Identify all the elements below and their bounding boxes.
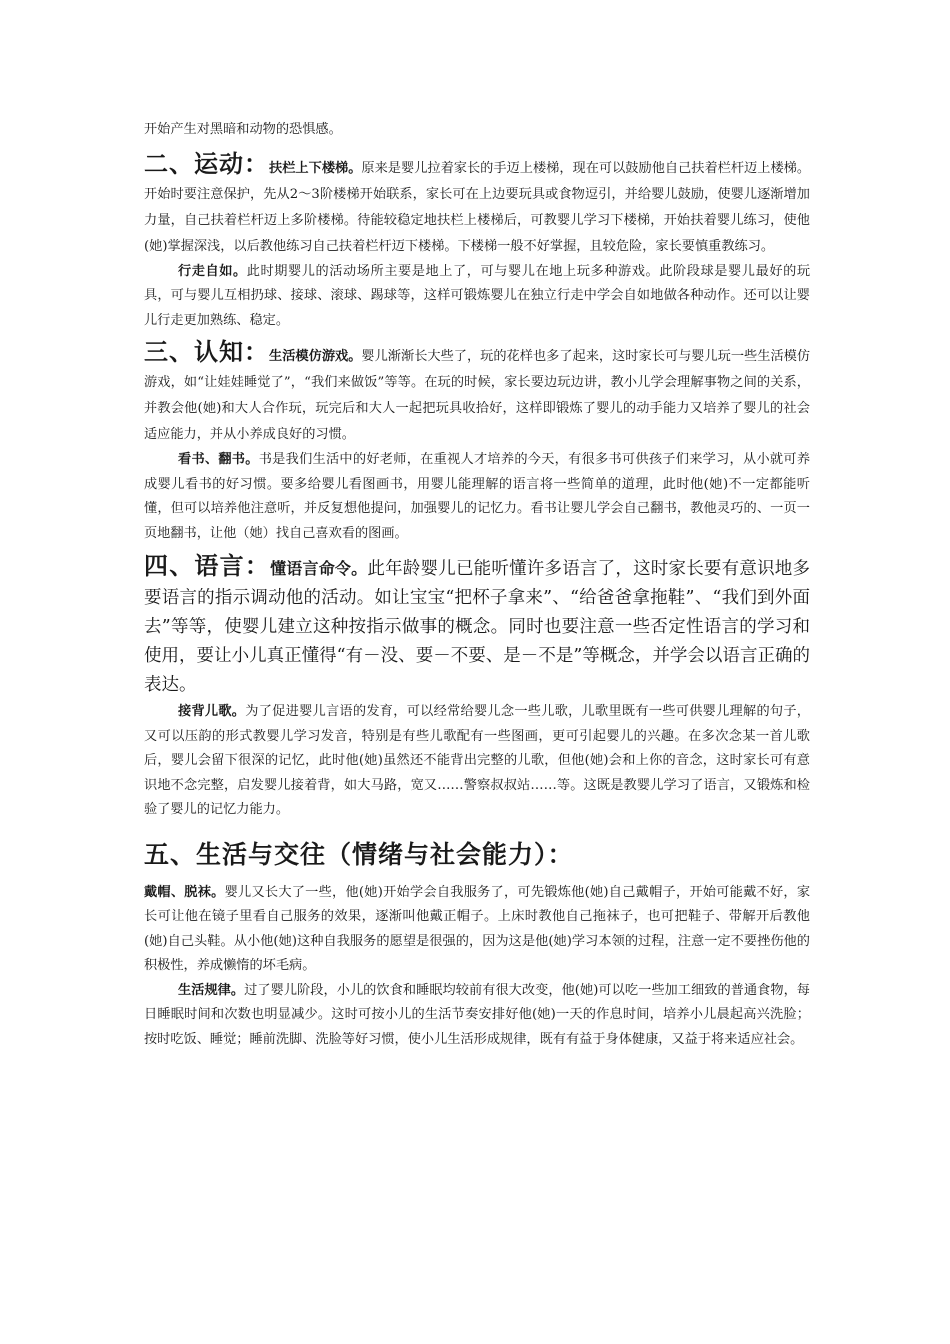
section-heading-cognition: 三、认知： bbox=[144, 338, 270, 366]
section-heading-language: 四、语言： bbox=[144, 552, 271, 580]
paragraph-language-commands: 此年龄婴儿已能听懂许多语言了，这时家长要有意识地多要语言的指示调动他的活动。如让宝宝“把杯子拿来”、“给爸爸拿拖鞋”、“我们到外面去”等等，使婴儿建立这种按指示做事的概念。同时也要注意一些否定性语言的学习和使用，要让小儿真正懂得“有－没、要－不要、是－不是”等概念，并学会以语言正确的表达。 bbox=[144, 559, 811, 695]
section-motion bbox=[144, 151, 810, 260]
section-cognition bbox=[144, 339, 810, 448]
subheading-books: 看书、翻书。 bbox=[178, 452, 259, 467]
continuation-line: 开始产生对黑暗和动物的恐惧感。 bbox=[144, 122, 342, 137]
paragraph-stairs: 原来是婴儿拉着家长的手迈上楼梯，现在可以鼓励他自己扶着栏杆迈上楼梯。开始时要注意保护，先从2～3阶楼梯开始联系，家长可在上边要玩具或食物逗引，并给婴儿鼓励，使婴儿逐渐增加力量，自己扶着栏杆迈上多阶楼梯。待能较稳定地扶栏上楼梯后，可教婴儿学习下楼梯，开始扶着婴儿练习，使他(她)掌握深浅，以后教他练习自己扶着栏杆迈下楼梯。下楼梯一般不好掌握，且较危险，家长要慎重教练习。 bbox=[144, 160, 811, 254]
subheading-imitation-game: 生活模仿游戏。 bbox=[269, 349, 362, 364]
paragraph-routine bbox=[144, 979, 810, 1053]
section-heading-social: 五、生活与交往（情绪与社会能力）： bbox=[144, 839, 574, 869]
subheading-hat-socks: 戴帽、脱袜。 bbox=[144, 884, 225, 900]
subheading-walking: 行走自如。 bbox=[178, 263, 247, 279]
paragraph-nursery-rhymes bbox=[144, 700, 810, 823]
subheading-nursery-rhymes: 接背儿歌。 bbox=[178, 704, 246, 719]
section-language bbox=[144, 552, 810, 700]
paragraph-nursery-rhymes-text: 为了促进婴儿言语的发育，可以经常给婴儿念一些儿歌，儿歌里既有一些可供婴儿理解的句子，又可以压韵的形式教婴儿学习发音，特别是有些儿歌配有一些图画，更可引起婴儿的兴趣。在多次念某一首儿歌后，婴儿会留下很深的记忆，此时他(她)虽然还不能背出完整的儿歌，但他(她)会和上你的音念，这时家长可有意识地不念完整，启发婴儿接着背，如大马路，宽又……警察叔叔站……等。这既是教婴儿学习了语言，又锻炼和检验了婴儿的记忆力能力。 bbox=[144, 704, 810, 817]
paragraph-books-text: 书是我们生活中的好老师，在重视人才培养的今天，有很多书可供孩子们来学习，从小就可养成婴儿看书的好习惯。要多给婴儿看图画书，用婴儿能理解的语言将一些简单的道理，此时他(她)不一定都能听懂，但可以培养他注意听，并反复想他提问，加强婴儿的记忆力。看书让婴儿学会自己翻书，教他灵巧的、一页一页地翻书，让他（她）找自己喜欢看的图画。 bbox=[144, 452, 811, 541]
subheading-routine: 生活规律。 bbox=[178, 982, 245, 998]
paragraph-walking-text: 此时期婴儿的活动场所主要是地上了，可与婴儿在地上玩多种游戏。此阶段球是婴儿最好的玩具，可与婴儿互相扔球、接球、滚球、踢球等，这样可锻炼婴儿在独立行走中学会自如地做各种动作。还可以让婴儿行走更加熟练、稳定。 bbox=[144, 263, 811, 328]
subheading-language-commands: 懂语言命令。 bbox=[270, 559, 368, 578]
paragraph-hat-socks-text: 婴儿又长大了一些，他(她)开始学会自我服务了，可先锻炼他(她)自己戴帽子，开始可能戴不好，家长可让他在镜子里看自己服务的效果，逐渐叫他戴正帽子。上床时教他自己拖袜子，也可把鞋子、带解开后教他(她)自己头鞋。从小他(她)这种自我服务的愿望是很强的，因为这是他(她)学习本领的过程，注意一定不要挫伤他的积极性，养成懒惰的坏毛病。 bbox=[144, 884, 811, 973]
paragraph-hat-socks bbox=[144, 881, 810, 979]
document-page bbox=[144, 118, 810, 1052]
paragraph-routine-text: 过了婴儿阶段，小儿的饮食和睡眠均较前有很大改变，他(她)可以吃一些加工细致的普通食物，每日睡眠时间和次数也明显减少。这时可按小儿的生活节奏安排好他(她)一天的作息时间，培养小儿晨起高兴洗脸；按时吃饭、睡觉；睡前洗脚、洗脸等好习惯，使小儿生活形成规律，既有有益于身体健康，又益于将来适应社会。 bbox=[144, 982, 810, 1047]
section-heading-motion: 二、运动： bbox=[144, 149, 270, 178]
paragraph-walking bbox=[144, 260, 810, 334]
paragraph-books bbox=[144, 448, 810, 546]
subheading-stairs: 扶栏上下楼梯。 bbox=[269, 160, 362, 176]
paragraph-imitation-game: 婴儿渐渐长大些了，玩的花样也多了起来，这时家长可与婴儿玩一些生活模仿游戏，如“让娃娃睡觉了”，“我们来做饭”等等。在玩的时候，家长要边玩边讲，教小儿学会理解事物之间的关系，并教会他(她)和大人合作玩，玩完后和大人一起把玩具收拾好，这样即锻炼了婴儿的动手能力又培养了婴儿的社会适应能力，并从小养成良好的习惯。 bbox=[144, 349, 811, 442]
